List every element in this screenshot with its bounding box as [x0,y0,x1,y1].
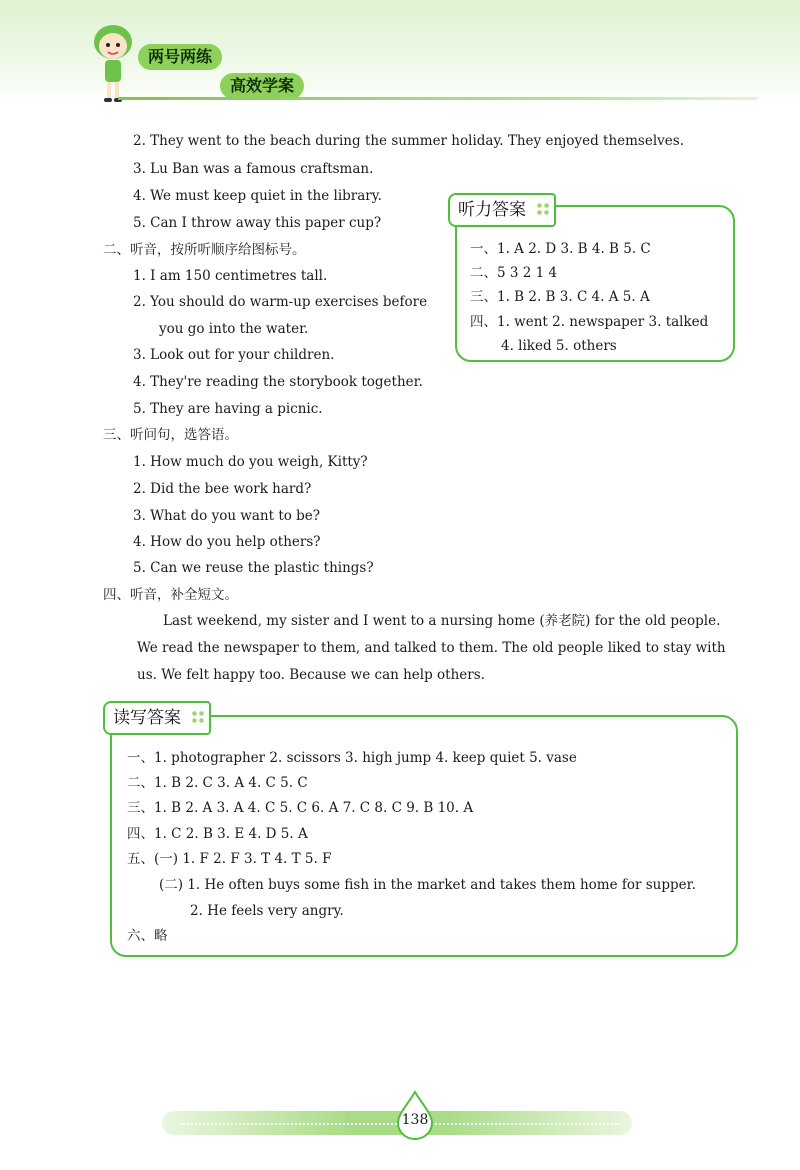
script-line: 4. How do you help others? [133,534,321,550]
passage-line: We read the newspaper to them, and talked to them. The old people liked to stay with [137,640,726,656]
script-line: 2. You should do warm-up exercises before [133,294,428,310]
answer-line: 六、略 [127,928,168,944]
answer-line: 三、1. B 2. B 3. C 4. A 5. A [470,289,650,305]
script-line: 4. We must keep quiet in the library. [133,188,382,204]
reading-writing-answers-label-text: 读写答案 [113,708,181,728]
answer-line: 一、1. A 2. D 3. B 4. B 5. C [470,241,651,257]
answer-line: 四、1. C 2. B 3. E 4. D 5. A [127,826,308,842]
script-line: 3. Lu Ban was a famous craftsman. [133,161,374,177]
script-line: 1. I am 150 centimetres tall. [133,268,328,284]
passage-line: us. We felt happy too. Because we can help others. [137,667,485,683]
section-2-title: 二、听音，按所听顺序给图标号。 [103,242,306,258]
answer-line: 四、1. went 2. newspaper 3. talked [470,314,709,330]
script-line: 1. How much do you weigh, Kitty? [133,454,368,470]
script-line: you go into the water. [159,321,309,337]
script-line: 2. Did the bee work hard? [133,481,312,497]
answer-line: 三、1. B 2. A 3. A 4. C 5. C 6. A 7. C 8. C 9. B 10. A [127,800,474,816]
answer-line: 2. He feels very angry. [190,903,344,919]
section-3-title: 三、听问句，选答语。 [103,427,238,443]
reading-writing-answers-label [103,701,211,735]
answer-line: (二) 1. He often buys some fish in the market and takes them home for supper. [159,877,696,893]
script-line: 5. Can I throw away this paper cup? [133,215,382,231]
header-divider [118,97,758,100]
mascot-girl-icon [88,20,138,104]
answer-line: 五、(一) 1. F 2. F 3. T 4. T 5. F [127,851,332,867]
page-number: 138 [401,1112,429,1128]
answer-line: 一、1. photographer 2. scissors 3. high jump 4. keep quiet 5. vase [127,750,577,766]
script-line: 3. What do you want to be? [133,508,321,524]
dots-decoration-icon [536,202,550,216]
book-subtitle: 高效学案 [220,73,304,99]
section-4-title: 四、听音，补全短文。 [103,587,238,603]
book-title: 两号两练 [138,44,222,70]
script-line: 5. Can we reuse the plastic things? [133,560,374,576]
script-line: 2. They went to the beach during the summer holiday. They enjoyed themselves. [133,133,684,149]
script-line: 4. They're reading the storybook together. [133,374,423,390]
script-line: 5. They are having a picnic. [133,401,323,417]
listening-answers-label-text: 听力答案 [458,200,526,220]
answer-line: 二、5 3 2 1 4 [470,265,558,281]
passage-line: Last weekend, my sister and I went to a nursing home (养老院) for the old people. [163,613,721,629]
script-line: 3. Look out for your children. [133,347,335,363]
answer-line: 二、1. B 2. C 3. A 4. C 5. C [127,775,308,791]
listening-answers-label [448,193,556,227]
answer-line: 4. liked 5. others [501,338,617,354]
dots-decoration-icon [191,710,205,724]
